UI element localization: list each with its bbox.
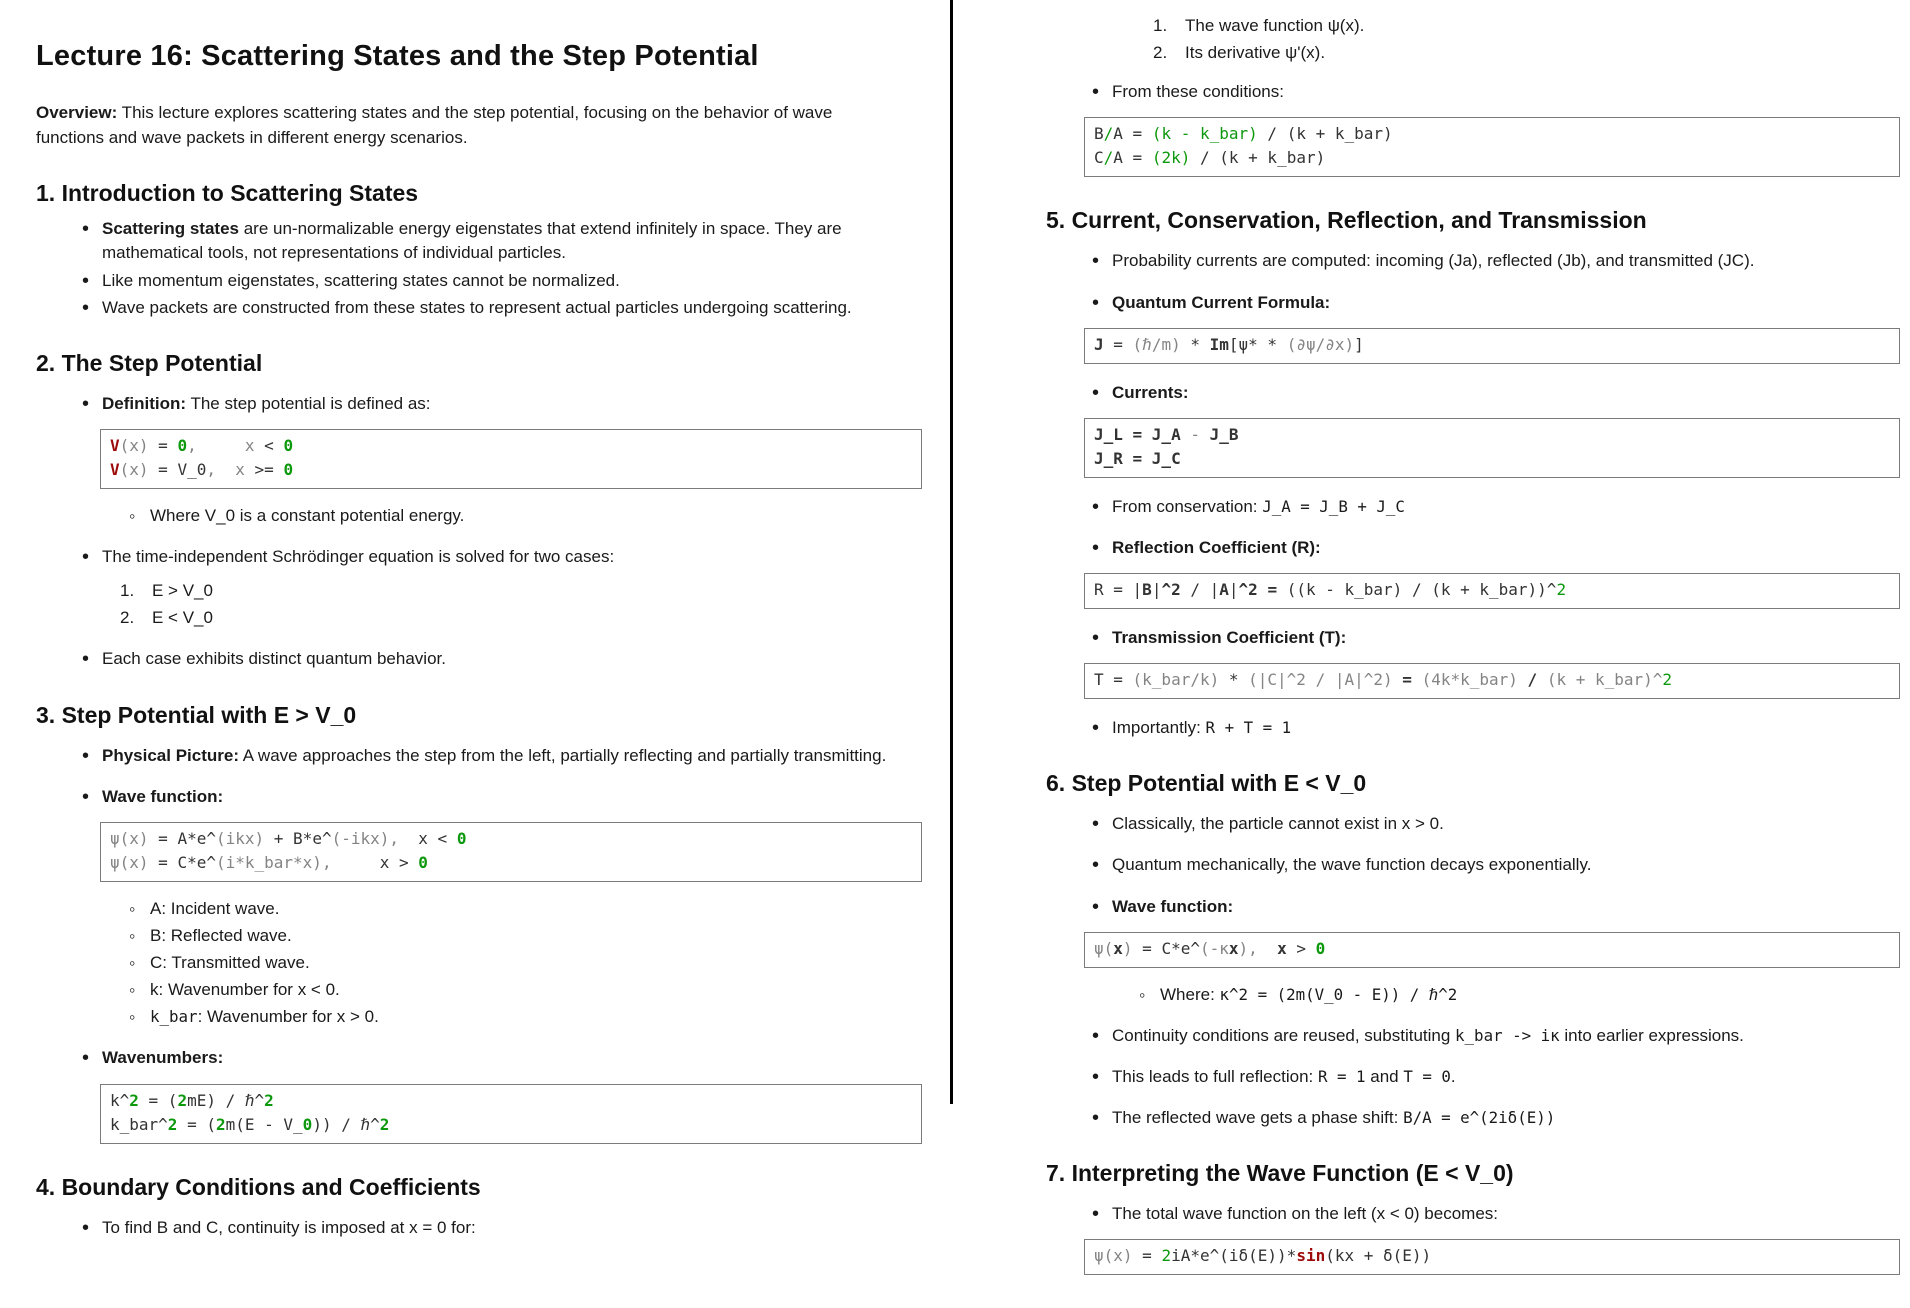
list-item — [1112, 716, 1900, 740]
code-token: J_B — [1209, 424, 1239, 444]
list-item — [102, 1046, 922, 1143]
code-token: = — [1122, 148, 1152, 168]
code-token: ) — [1238, 938, 1249, 958]
code-token: ] — [1354, 334, 1364, 354]
code-token: (2k) — [1151, 148, 1191, 168]
code-token: V_0 — [177, 459, 207, 479]
list-item — [102, 647, 922, 671]
code-token — [1537, 670, 1547, 689]
list-item-text — [1185, 14, 1900, 38]
code-block — [1084, 1239, 1900, 1275]
list-item-text — [1112, 812, 1900, 836]
list-item — [102, 392, 922, 528]
text-segment: This lecture explores scattering states and the step potential, focusing on the behavior of wave functions and wave packets in different energy scenarios. — [36, 103, 833, 147]
list-item — [1112, 812, 1900, 836]
code-token: 2 — [215, 1114, 226, 1134]
code-token: (ikx) — [215, 828, 265, 848]
section-heading: 5. Current, Conservation, Reflection, and Transmission — [1046, 207, 1647, 234]
bullet-list — [36, 744, 922, 1144]
code-token: = ( — [177, 1114, 216, 1134]
code-block — [1084, 418, 1900, 478]
text-segment: E > V_0 — [152, 581, 213, 601]
inline-code: J_A = J_B + J_C — [1262, 496, 1405, 516]
code-token: , — [389, 828, 400, 848]
code-token: k_bar^ — [110, 1114, 168, 1134]
list-item — [152, 606, 922, 630]
bullet-list — [1046, 249, 1900, 740]
list-item-text — [1160, 983, 1900, 1007]
text-segment: Importantly: — [1112, 718, 1206, 738]
list-item — [1185, 14, 1900, 38]
text-segment: A: Incident wave. — [150, 898, 280, 918]
text-segment: Definition: — [102, 393, 187, 413]
text-segment: The total wave function on the left (x < 0) becomes: — [1112, 1204, 1499, 1224]
list-item-text — [1185, 41, 1900, 65]
text-segment: B: Reflected wave. — [150, 925, 292, 945]
code-token: J — [1094, 334, 1104, 354]
text-segment: Reflection Coefficient (R): — [1112, 537, 1321, 557]
code-token: 2 — [167, 1114, 178, 1134]
code-block — [1084, 117, 1900, 177]
code-token: A — [1113, 148, 1123, 168]
code-token — [1393, 670, 1403, 689]
list-item-text — [102, 392, 922, 416]
text-segment: To find B and C, continuity is imposed at x = 0 for: — [102, 1217, 476, 1237]
code-token — [1258, 939, 1277, 958]
code-block — [100, 1084, 922, 1144]
inline-code: B/A = e^(2iδ(E)) — [1403, 1108, 1556, 1127]
list-item-text — [1112, 381, 1900, 405]
list-item — [102, 269, 922, 293]
bullet-list — [1112, 983, 1900, 1007]
code-token: 0 — [177, 435, 188, 455]
code-token: (k_bar/k) — [1132, 670, 1220, 690]
list-item-text — [150, 504, 922, 528]
code-token: + — [264, 828, 294, 848]
list-item — [102, 545, 922, 630]
code-token: = — [1122, 124, 1152, 144]
text-segment: A wave approaches the step from the left, partially reflecting and partially transmitting. — [239, 745, 887, 765]
list-item-text — [102, 269, 922, 293]
text-segment: Wave packets are constructed from these states to represent actual particles undergoing scattering. — [102, 297, 852, 317]
code-token: / — [1527, 670, 1538, 690]
section-heading: 7. Interpreting the Wave Function (E < V_0) — [1046, 1160, 1514, 1187]
code-token: x > — [379, 852, 419, 872]
bullet-list — [1046, 812, 1900, 1130]
code-token: * — [1180, 334, 1210, 354]
text-segment: From conservation: — [1112, 496, 1263, 516]
list-item-text — [1112, 895, 1900, 919]
code-token: (4k*k_bar) — [1421, 670, 1518, 690]
list-item — [102, 785, 922, 1030]
text-segment: Continuity conditions are reused, substituting — [1112, 1025, 1456, 1045]
text-segment: : Wavenumber for x > 0. — [197, 1007, 379, 1027]
code-token: < — [254, 435, 284, 455]
text-segment: Physical Picture: — [102, 745, 240, 765]
list-item — [150, 978, 922, 1002]
text-segment: Like momentum eigenstates, scattering states cannot be normalized. — [102, 270, 620, 290]
text-segment: The step potential is defined as: — [186, 393, 431, 413]
code-token: (-κ — [1199, 938, 1229, 958]
code-token: = — [148, 459, 178, 479]
bullet-list — [36, 1216, 922, 1240]
text-segment: E < V_0 — [152, 608, 213, 628]
code-token: ψ(x) — [110, 852, 149, 872]
code-token: B — [1142, 580, 1152, 599]
code-token — [332, 853, 380, 872]
code-token: | — [1228, 580, 1239, 599]
code-token: ^2 — [1161, 580, 1181, 599]
list-item-text — [102, 1216, 922, 1240]
page-title: Lecture 16: Scattering States and the Step Potential — [36, 40, 759, 72]
bullet-list — [102, 897, 922, 1030]
code-token: R = | — [1094, 580, 1143, 599]
code-token: 0 — [456, 828, 467, 848]
code-token: , — [206, 459, 216, 479]
list-item — [1094, 1202, 1900, 1275]
list-item — [1112, 1065, 1900, 1089]
text-segment: Where: — [1160, 984, 1220, 1004]
text-segment: Where V_0 is a constant potential energy. — [150, 505, 465, 525]
list-item — [102, 296, 922, 320]
code-token: = — [1402, 670, 1412, 690]
code-token: 2 — [379, 1114, 390, 1134]
code-token — [399, 829, 418, 848]
code-token: C — [1094, 148, 1104, 168]
code-token — [1518, 670, 1528, 689]
code-token: k^ — [110, 1090, 130, 1110]
code-token: (x) — [119, 459, 149, 479]
list-item-text — [102, 296, 922, 320]
code-token: = ( — [138, 1090, 178, 1110]
code-token: 0 — [283, 459, 294, 479]
text-segment: Probability currents are computed: incoming (Ja), reflected (Jb), and transmitted (JC). — [1112, 251, 1755, 271]
code-token: 0 — [283, 435, 294, 455]
code-token: J_R = J_C — [1094, 448, 1181, 468]
code-token: (-ikx) — [331, 828, 390, 848]
code-token: x — [235, 459, 245, 479]
list-item — [1094, 536, 1900, 609]
list-item — [1094, 291, 1900, 364]
code-token: x — [1277, 938, 1287, 958]
code-token: iA*e^(iδ(E))* — [1171, 1246, 1297, 1266]
code-token: (i*k_bar*x) — [215, 852, 322, 872]
code-token: 2 — [177, 1090, 188, 1110]
code-token: (x) — [119, 435, 149, 455]
code-token: )) / ℏ^ — [312, 1114, 380, 1134]
code-token: mE) / ℏ^ — [187, 1090, 265, 1110]
list-item — [150, 897, 922, 921]
code-block — [1084, 663, 1900, 699]
list-item — [1094, 80, 1900, 177]
list-item — [1112, 853, 1900, 877]
code-token: V — [110, 435, 120, 455]
text-segment: Classically, the particle cannot exist in x > 0. — [1112, 814, 1444, 834]
code-token: - — [1190, 424, 1210, 444]
code-block — [100, 822, 922, 882]
code-token: 0 — [302, 1114, 313, 1134]
code-token: ψ( — [1094, 938, 1114, 958]
text-segment: Currents: — [1112, 382, 1189, 402]
code-token: , — [1248, 938, 1258, 958]
code-token: V — [110, 459, 120, 479]
code-token: J_L = J_A — [1094, 424, 1191, 444]
list-item-text — [152, 606, 922, 630]
code-token — [1258, 580, 1268, 599]
numbered-list — [102, 579, 922, 630]
bullet-list — [36, 217, 922, 320]
code-token: 2 — [264, 1090, 274, 1110]
list-item-text — [152, 579, 922, 603]
code-token: / — [1257, 124, 1287, 144]
paragraph — [36, 101, 901, 150]
bullet-list — [1046, 80, 1900, 177]
code-token: ψ(x) — [110, 828, 149, 848]
section-heading: 1. Introduction to Scattering States — [36, 180, 419, 207]
list-item — [150, 951, 922, 975]
list-item — [150, 1005, 922, 1029]
code-token: (kx + δ(E)) — [1325, 1246, 1432, 1266]
text-segment: into earlier expressions. — [1559, 1025, 1744, 1045]
code-token: 2 — [1161, 1246, 1172, 1266]
section-heading: 6. Step Potential with E < V_0 — [1046, 770, 1367, 797]
list-item — [1112, 1106, 1900, 1130]
list-item-text — [150, 924, 922, 948]
inline-code: T = 0 — [1403, 1066, 1451, 1086]
code-token: = — [1132, 1246, 1162, 1266]
list-item-text — [1112, 626, 1900, 650]
inline-code: κ^2 = (2m(V_0 - E)) / ℏ^2 — [1219, 984, 1458, 1004]
code-token: 0 — [418, 852, 428, 872]
code-block — [1084, 573, 1900, 609]
code-token — [197, 436, 245, 455]
inline-code: k_bar -> iκ — [1455, 1025, 1560, 1045]
text-segment: Wavenumbers: — [102, 1048, 224, 1068]
text-segment: The reflected wave gets a phase shift: — [1112, 1108, 1404, 1127]
inline-code: k_bar — [150, 1007, 198, 1027]
code-token — [1412, 670, 1422, 689]
bullet-list — [102, 504, 922, 528]
text-segment: Quantum Current Formula: — [1112, 292, 1331, 312]
code-token: = — [1103, 334, 1133, 354]
list-item-text — [102, 744, 922, 768]
text-segment: are un-normalizable energy eigenstates that extend infinitely in space. They are mathematical tools, not representations of individual particles. — [102, 219, 842, 263]
list-item-text — [1112, 716, 1900, 740]
list-item-text — [1112, 1024, 1900, 1048]
code-token: 0 — [1315, 938, 1326, 958]
code-token: sin — [1296, 1246, 1326, 1266]
code-token: = — [148, 828, 178, 848]
section-heading: 2. The Step Potential — [36, 349, 263, 376]
text-segment: The wave function ψ(x). — [1185, 16, 1365, 35]
text-segment: Scattering states — [102, 219, 239, 239]
code-token: = — [1267, 580, 1278, 599]
list-item — [102, 744, 922, 768]
text-segment: k: Wavenumber for x < 0. — [150, 980, 340, 1000]
list-item-text — [1112, 249, 1900, 273]
list-item-text — [102, 545, 922, 569]
code-token: (k + k_bar) — [1219, 148, 1326, 168]
code-token: (k + k_bar) — [1286, 124, 1393, 144]
list-item-text — [102, 647, 922, 671]
code-token: 2 — [129, 1090, 139, 1110]
list-item-text — [1112, 536, 1900, 560]
list-item-text — [150, 978, 922, 1002]
code-token: 2 — [1662, 670, 1673, 690]
code-token: / — [1103, 148, 1114, 168]
list-item-text — [1112, 291, 1900, 315]
code-token: (ℏ/m) — [1132, 334, 1181, 354]
list-item-text — [1112, 1065, 1900, 1089]
code-token: x — [244, 435, 255, 455]
text-segment: Each case exhibits distinct quantum behavior. — [102, 649, 446, 669]
code-token: = C*e^ — [1132, 938, 1200, 958]
list-item-text — [102, 785, 922, 809]
code-token: A — [1113, 124, 1123, 144]
code-token: [ψ* * — [1228, 334, 1287, 354]
code-token: / | — [1180, 580, 1220, 599]
code-block — [100, 429, 922, 489]
text-segment: and — [1365, 1066, 1404, 1086]
list-item — [1094, 381, 1900, 478]
code-token: B*e^ — [293, 828, 332, 848]
list-item — [150, 924, 922, 948]
code-token: 2 — [1556, 580, 1567, 599]
list-item-text — [102, 217, 922, 265]
text-segment: Wave function: — [1112, 896, 1234, 916]
list-item — [102, 1216, 922, 1240]
section-heading: 4. Boundary Conditions and Coefficients — [36, 1173, 481, 1200]
code-token: (∂ψ/∂x) — [1286, 334, 1355, 354]
list-item — [1160, 983, 1900, 1007]
list-item — [1112, 1024, 1900, 1048]
code-token: , — [321, 852, 332, 872]
code-token: >= — [244, 459, 284, 479]
list-item — [1094, 626, 1900, 699]
text-segment: . — [1450, 1066, 1456, 1086]
code-token: (|C|^2 / |A|^2) — [1248, 670, 1393, 690]
code-block — [1084, 932, 1900, 968]
bullet-list — [1046, 1202, 1900, 1275]
list-item — [102, 217, 922, 265]
code-token: C*e^ — [177, 852, 216, 872]
left-column — [0, 0, 950, 1257]
list-item-text — [1112, 853, 1900, 877]
bullet-list — [36, 392, 922, 672]
code-token: > — [1286, 938, 1316, 958]
code-token: x — [1113, 938, 1123, 958]
list-item — [1185, 41, 1900, 65]
text-segment: The time-independent Schrödinger equation is solved for two cases: — [102, 547, 615, 567]
text-segment: This leads to full reflection: — [1112, 1066, 1318, 1086]
code-token: * — [1219, 670, 1249, 690]
code-block — [1084, 328, 1900, 364]
right-column — [953, 0, 1910, 1292]
list-item-text — [1112, 1106, 1900, 1130]
code-token: ((k - k_bar) / (k + k_bar))^ — [1277, 580, 1557, 599]
text-segment: Transmission Coefficient (T): — [1112, 628, 1347, 647]
code-token: / — [1103, 124, 1114, 144]
list-item-text — [150, 951, 922, 975]
code-token: A — [1219, 580, 1229, 599]
list-item — [1112, 495, 1900, 519]
inline-code: R = 1 — [1317, 1066, 1366, 1086]
text-segment: Wave function: — [102, 786, 224, 806]
code-token: = — [148, 852, 178, 872]
code-token: ^2 — [1238, 580, 1258, 599]
text-segment: Overview: — [36, 103, 118, 122]
code-token: = — [148, 435, 178, 455]
list-item — [152, 579, 922, 603]
inline-code: R + T = 1 — [1205, 718, 1292, 738]
code-token: | — [1151, 580, 1162, 599]
text-segment: From these conditions: — [1112, 82, 1284, 102]
list-item-text — [1112, 80, 1900, 104]
text-segment: C: Transmitted wave. — [150, 953, 310, 973]
code-token: (k - k_bar) — [1151, 124, 1258, 144]
code-token: x < — [418, 828, 457, 848]
text-segment: Its derivative ψ'(x). — [1185, 43, 1326, 63]
list-item-text — [1112, 495, 1900, 519]
numbered-list — [1046, 14, 1900, 65]
code-token: Im — [1209, 334, 1229, 354]
code-token: A*e^ — [177, 828, 216, 848]
code-token: ψ(x) — [1094, 1246, 1133, 1266]
list-item-text — [150, 1005, 922, 1029]
code-token: , — [187, 435, 197, 455]
code-token: / — [1190, 148, 1220, 168]
list-item-text — [102, 1046, 922, 1070]
code-token: (k + k_bar)^ — [1546, 670, 1663, 690]
code-token: x — [1228, 938, 1239, 958]
code-token: m(E - V_ — [225, 1114, 303, 1134]
text-segment: Quantum mechanically, the wave function decays exponentially. — [1112, 855, 1592, 875]
list-item — [1094, 895, 1900, 1007]
code-token — [216, 460, 235, 479]
list-item — [1112, 249, 1900, 273]
section-heading: 3. Step Potential with E > V_0 — [36, 701, 357, 728]
list-item-text — [1112, 1202, 1900, 1226]
list-item-text — [150, 897, 922, 921]
code-token: ) — [1122, 938, 1133, 958]
list-item — [150, 504, 922, 528]
code-token: B — [1094, 124, 1104, 144]
code-token: T = — [1094, 670, 1133, 690]
